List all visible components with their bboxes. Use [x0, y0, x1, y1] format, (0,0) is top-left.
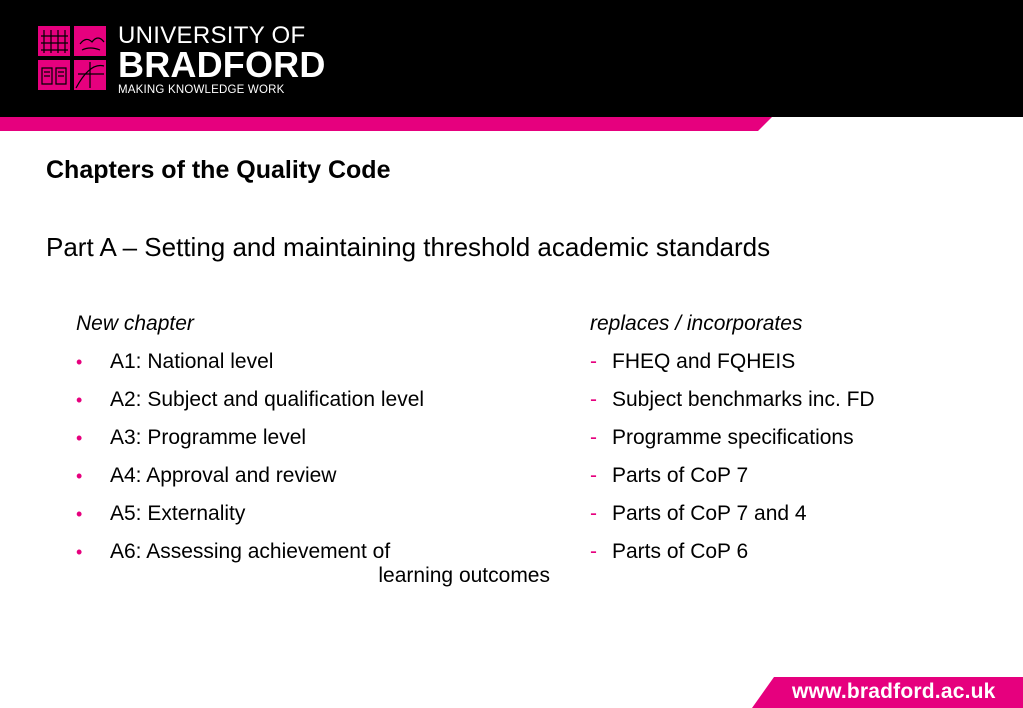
slide-title: Chapters of the Quality Code	[46, 156, 391, 184]
replaces-list	[590, 348, 990, 576]
replaces-column	[590, 310, 990, 576]
list-item	[590, 500, 990, 538]
dash-icon: -	[590, 540, 597, 563]
list-item-text: Programme specifications	[612, 426, 854, 449]
list-item-text: Parts of CoP 6	[612, 540, 749, 563]
university-logo-text	[118, 24, 326, 98]
new-chapter-heading: New chapter	[76, 312, 194, 335]
replaces-heading: replaces / incorporates	[590, 312, 803, 335]
dash-icon: -	[590, 464, 597, 487]
list-item	[76, 538, 566, 590]
bullet-icon: •	[76, 504, 83, 524]
list-item-text: A5: Externality	[110, 502, 246, 525]
list-item	[76, 348, 566, 386]
list-item-text: FHEQ and FQHEIS	[612, 350, 796, 373]
new-chapter-column	[76, 310, 566, 590]
list-item-text: A4: Approval and review	[110, 464, 337, 487]
list-item-text: Parts of CoP 7 and 4	[612, 502, 807, 525]
bullet-icon: •	[76, 390, 83, 410]
list-item	[590, 386, 990, 424]
footer-url[interactable]: www.bradford.ac.uk	[792, 680, 996, 703]
logo-line-university-of: UNIVERSITY OF	[118, 22, 306, 49]
list-item-text: Subject benchmarks inc. FD	[612, 388, 875, 411]
slide-subtitle: Part A – Setting and maintaining threshold academic standards	[46, 232, 771, 262]
dash-icon: -	[590, 388, 597, 411]
list-item-text: Parts of CoP 7	[612, 464, 749, 487]
list-item	[76, 386, 566, 424]
list-item	[590, 424, 990, 462]
bullet-icon: •	[76, 352, 83, 372]
dash-icon: -	[590, 350, 597, 373]
new-chapter-list	[76, 348, 566, 590]
list-item	[76, 462, 566, 500]
list-item-text: A6: Assessing achievement of	[110, 540, 391, 563]
bullet-icon: •	[76, 466, 83, 486]
list-item-continuation: learning outcomes	[378, 564, 550, 587]
list-item	[590, 348, 990, 386]
bullet-icon: •	[76, 428, 83, 448]
list-item	[76, 424, 566, 462]
list-item-text: A1: National level	[110, 350, 274, 373]
logo-line-bradford: BRADFORD	[118, 44, 326, 85]
list-item	[590, 538, 990, 576]
list-item	[590, 462, 990, 500]
list-item	[76, 500, 566, 538]
list-item-text: A3: Programme level	[110, 426, 307, 449]
header-accent-band	[0, 117, 1023, 131]
dash-icon: -	[590, 426, 597, 449]
logo-tagline: MAKING KNOWLEDGE WORK	[118, 84, 285, 96]
dash-icon: -	[590, 502, 597, 525]
list-item-text: A2: Subject and qualification level	[110, 388, 425, 411]
university-crest-icon	[38, 26, 108, 92]
bullet-icon: •	[76, 542, 83, 562]
